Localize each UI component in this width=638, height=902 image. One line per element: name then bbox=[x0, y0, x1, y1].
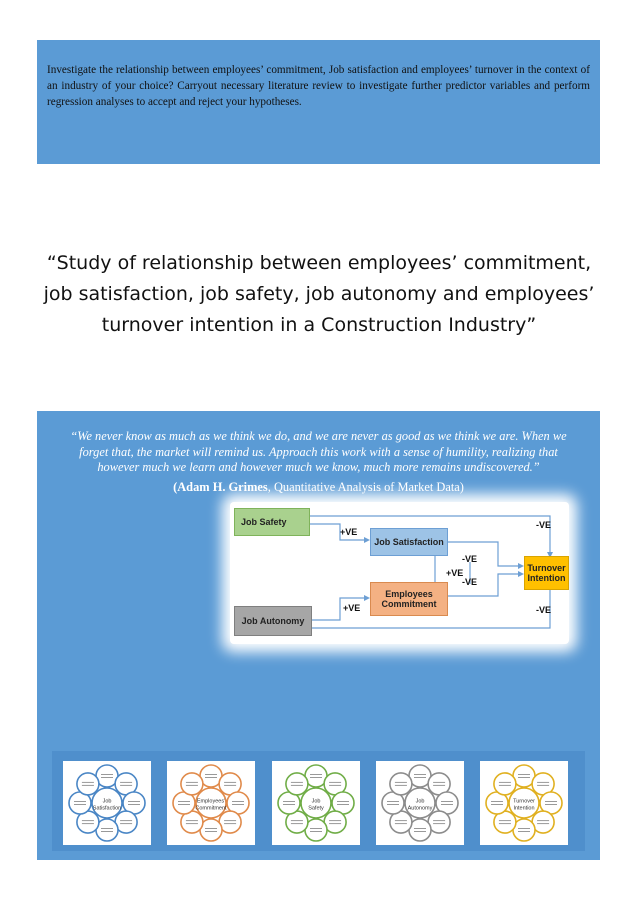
cycle-node-text bbox=[74, 804, 86, 805]
cycle-node-text bbox=[283, 801, 295, 802]
construct-cycles-strip bbox=[52, 751, 585, 851]
job-autonomy-box: Job Autonomy bbox=[234, 606, 312, 636]
cycle-node-text bbox=[310, 777, 322, 778]
cycle-node-text bbox=[329, 820, 341, 821]
quote-panel bbox=[37, 411, 600, 860]
cycle-node-text bbox=[120, 820, 132, 821]
cycle-node-text bbox=[441, 804, 453, 805]
cycle-node-text bbox=[82, 785, 94, 786]
cycle-node-text bbox=[224, 782, 236, 783]
cycle-label: Job bbox=[415, 798, 425, 805]
cycle-label: Employees' bbox=[196, 798, 226, 805]
cycle-label: Safety bbox=[308, 805, 324, 812]
assignment-text: Investigate the relationship between employees’ commitment, Job satisfaction and employees’ turnover in the context of an industry of your choice? Carryout necessary literature review to investigate further predictor variables and perform regression analyses to accept and reject your hypotheses. bbox=[47, 64, 590, 108]
cycle-node-text bbox=[186, 823, 198, 824]
job-satisfaction-cycle bbox=[63, 761, 151, 845]
job-autonomy-cycle bbox=[376, 761, 464, 845]
cycle-node-text bbox=[433, 782, 445, 783]
cycle-node-text bbox=[291, 820, 303, 821]
cycle-node-text bbox=[499, 785, 511, 786]
cycle-node-text bbox=[120, 782, 132, 783]
title-line-3: turnover intention in a Construction Industry” bbox=[101, 314, 537, 336]
cycle-node-text bbox=[414, 828, 426, 829]
cycle-node-text bbox=[395, 820, 407, 821]
cycle-graphic bbox=[63, 761, 151, 845]
cycle-node bbox=[286, 773, 308, 795]
job-safety-cycle bbox=[272, 761, 360, 845]
cycle-node-text bbox=[291, 782, 303, 783]
cycle-node-text bbox=[395, 785, 407, 786]
cycle-node-text bbox=[186, 785, 198, 786]
cycle-node-text bbox=[395, 782, 407, 783]
quote-attribution bbox=[37, 480, 600, 495]
employees-commitment-cycle bbox=[167, 761, 255, 845]
quote-text: “We never know as much as we think we do, and we are never as good as we think we are. When we forget that, the market will remind us. Approach this work with a sense of humility, realizing that however much we learn and however much we know, much more remains undiscovered.” bbox=[70, 429, 567, 474]
cycle-node-text bbox=[205, 831, 217, 832]
cycle-node-text bbox=[232, 801, 244, 802]
cycle-node-text bbox=[545, 801, 557, 802]
cycle-label: Job bbox=[311, 798, 321, 805]
cycle-label: Autonomy bbox=[407, 805, 433, 812]
cycle-node-text bbox=[178, 801, 190, 802]
cycle-node bbox=[494, 773, 516, 795]
cycle-node-text bbox=[329, 782, 341, 783]
cycle-node-text bbox=[128, 801, 140, 802]
cycle-node bbox=[181, 773, 203, 795]
cycle-node-text bbox=[329, 785, 341, 786]
title-line-2: job satisfaction, job safety, job autonomy and employees’ bbox=[43, 283, 595, 305]
quote-author: (Adam H. Grimes bbox=[173, 480, 268, 494]
cycle-label: Satisfaction bbox=[92, 805, 122, 812]
cycle-node-text bbox=[414, 777, 426, 778]
cycle-node-text bbox=[82, 782, 94, 783]
job-satisfaction-box: Job Satisfaction bbox=[370, 528, 448, 556]
satisfaction-to-turnover-arrow bbox=[445, 542, 518, 566]
cycle-node-text bbox=[499, 823, 511, 824]
cycle-node-text bbox=[433, 785, 445, 786]
cycle-node-text bbox=[387, 801, 399, 802]
cycle-node-text bbox=[337, 804, 349, 805]
cycle-node-text bbox=[224, 820, 236, 821]
cycle-node-text bbox=[101, 774, 113, 775]
cycle-node-text bbox=[518, 831, 530, 832]
cycle-node-text bbox=[82, 823, 94, 824]
cycle-node-text bbox=[74, 801, 86, 802]
cycle-node-text bbox=[283, 804, 295, 805]
cycle-node-text bbox=[291, 785, 303, 786]
cycle-node-text bbox=[224, 785, 236, 786]
cycle-node-text bbox=[82, 820, 94, 821]
cycle-node-text bbox=[414, 831, 426, 832]
turnover-intention-box: Turnover Intention bbox=[524, 556, 569, 590]
cycle-node-text bbox=[291, 823, 303, 824]
cycle-node-text bbox=[120, 785, 132, 786]
cycle-label: Intention bbox=[513, 805, 535, 812]
assignment-box bbox=[37, 40, 600, 164]
cycle-node-text bbox=[101, 828, 113, 829]
cycle-node-text bbox=[205, 774, 217, 775]
cycle-node-text bbox=[178, 804, 190, 805]
cycle-node-text bbox=[518, 777, 530, 778]
cycle-node-text bbox=[545, 804, 557, 805]
cycle-node-text bbox=[537, 823, 549, 824]
cycle-graphic bbox=[272, 761, 360, 845]
cycle-node-text bbox=[232, 804, 244, 805]
cycle-node bbox=[390, 773, 412, 795]
cycle-node-text bbox=[499, 820, 511, 821]
cycle-node-text bbox=[518, 828, 530, 829]
cycle-node-text bbox=[441, 801, 453, 802]
cycle-node-text bbox=[433, 823, 445, 824]
cycle-label: Commitment bbox=[195, 805, 227, 812]
cycle-graphic bbox=[167, 761, 255, 845]
cycle-node-text bbox=[387, 804, 399, 805]
cycle-node-text bbox=[310, 828, 322, 829]
cycle-node-text bbox=[186, 782, 198, 783]
cycle-node-text bbox=[224, 823, 236, 824]
cycle-node-text bbox=[329, 823, 341, 824]
cycle-node-text bbox=[499, 782, 511, 783]
cycle-label: Job bbox=[102, 798, 112, 805]
cycle-graphic bbox=[480, 761, 568, 845]
autonomy-commitment-sign: +VE bbox=[343, 603, 361, 613]
cycle-node-text bbox=[120, 823, 132, 824]
cycle-node-text bbox=[205, 828, 217, 829]
report-title bbox=[40, 248, 598, 341]
job-safety-box: Job Safety bbox=[234, 508, 310, 536]
cycle-node-text bbox=[128, 804, 140, 805]
safety-turnover-sign: -VE bbox=[536, 520, 552, 530]
cycle-node-text bbox=[101, 777, 113, 778]
cycle-node-text bbox=[433, 820, 445, 821]
quote-source: , Quantitative Analysis of Market Data) bbox=[267, 480, 464, 494]
satisfaction-commitment-sign: +VE bbox=[446, 568, 464, 578]
research-model-diagram bbox=[230, 502, 569, 644]
cycle-node-text bbox=[310, 831, 322, 832]
cycle-node-text bbox=[537, 785, 549, 786]
cycle-node-text bbox=[537, 782, 549, 783]
cycle-node-text bbox=[414, 774, 426, 775]
cycle-node bbox=[77, 773, 99, 795]
turnover-intention-cycle bbox=[480, 761, 568, 845]
employees-commitment-box: Employees Commitment bbox=[370, 582, 448, 616]
title-line-1: “Study of relationship between employees’ commitment, bbox=[46, 252, 592, 274]
satisfaction-turnover-sign: -VE bbox=[462, 554, 478, 564]
safety-satisfaction-sign: +VE bbox=[340, 527, 358, 537]
cycle-node-text bbox=[101, 831, 113, 832]
cycle-node-text bbox=[518, 774, 530, 775]
cycle-node-text bbox=[186, 820, 198, 821]
cycle-node-text bbox=[491, 801, 503, 802]
cycle-graphic bbox=[376, 761, 464, 845]
commitment-turnover-sign: -VE bbox=[462, 577, 478, 587]
cycle-label: Turnover bbox=[513, 798, 535, 805]
cycle-node-text bbox=[537, 820, 549, 821]
cycle-node-text bbox=[310, 774, 322, 775]
cycle-node-text bbox=[491, 804, 503, 805]
cycle-node-text bbox=[337, 801, 349, 802]
cycle-node-text bbox=[205, 777, 217, 778]
autonomy-turnover-sign: -VE bbox=[536, 605, 552, 615]
cycle-node-text bbox=[395, 823, 407, 824]
